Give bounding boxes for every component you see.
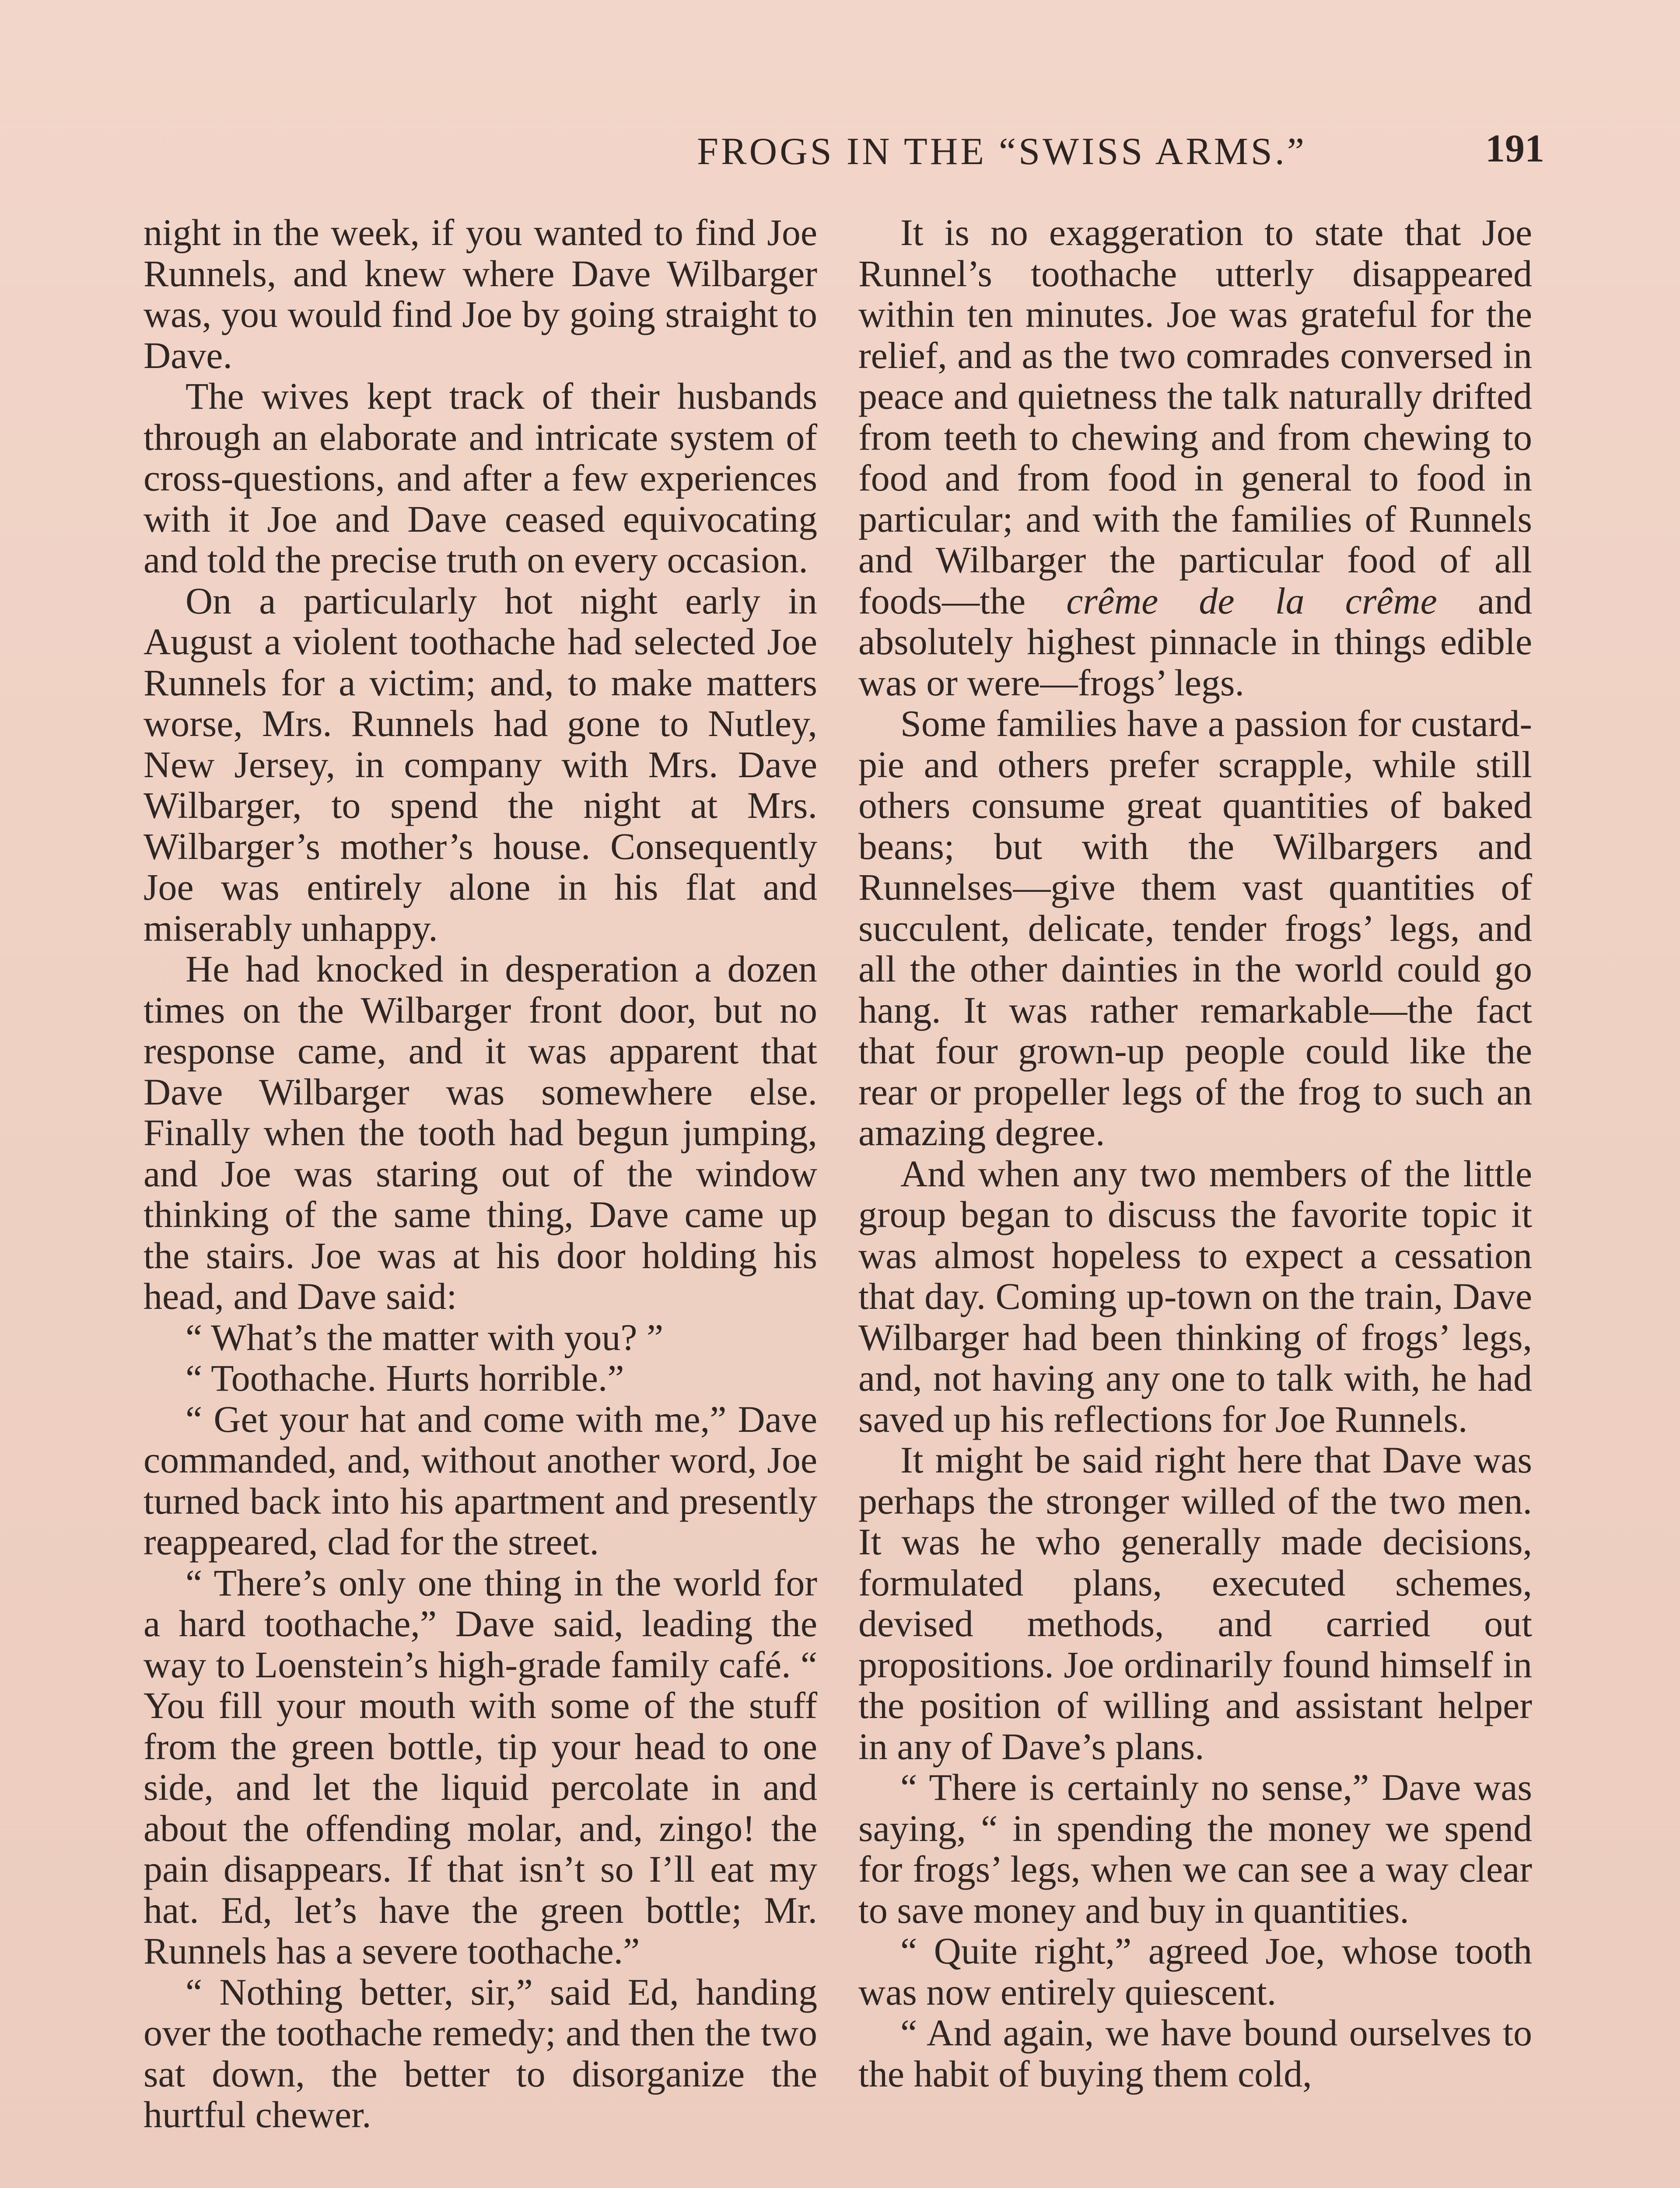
right-column bbox=[858, 212, 1532, 2094]
paragraph: The wives kept track of their husbands through an elaborate and intricate system of cross-questions, and after a few experiences with it Joe and Dave ceased equivocating and told the precise truth on every occasion. bbox=[144, 375, 817, 581]
running-title: FROGS IN THE “SWISS ARMS.” bbox=[697, 130, 1307, 173]
paragraph bbox=[858, 212, 1532, 703]
paragraph: Some families have a passion for custard-pie and others prefer scrapple, while still others consume great quantities of baked beans; but with the Wilbargers and Runnelses—give them vast quantities of succulent, delicate, tender frogs’ legs, and all the other dainties in the world could go hang. It was rather remarkable—the fact that four grown-up people could like the rear or propeller legs of the frog to such an amazing degree. bbox=[858, 702, 1532, 1154]
paragraph: “ Nothing better, sir,” said Ed, handing over the toothache remedy; and then the two sat down, the better to disorganize the hurtful chewer. bbox=[144, 1971, 817, 2135]
paragraph: “ There is certainly no sense,” Dave was saying, “ in spending the money we spend for frogs’ legs, when we can see a way clear to save money and buy in quantities. bbox=[858, 1766, 1532, 1931]
paragraph: “ Get your hat and come with me,” Dave commanded, and, without another word, Joe turned back into his apartment and presently reappeared, clad for the street. bbox=[144, 1398, 817, 1563]
paragraph: “ What’s the matter with you? ” bbox=[186, 1316, 664, 1358]
paragraph: night in the week, if you wanted to find Joe Runnels, and knew where Dave Wilbarger was, you would find Joe by going straight to Dave. bbox=[144, 211, 817, 376]
left-column bbox=[144, 212, 817, 2135]
italic-phrase: crême de la crême bbox=[1066, 579, 1437, 622]
paragraph: And when any two members of the little group began to discuss the favorite topic it was almost hopeless to expect a cessation that day. Coming up-town on the train, Dave Wilbarger had been thinking of frogs’ legs, and, not having any one to talk with, he had saved up his reflections for Joe Runnels. bbox=[858, 1152, 1532, 1440]
paragraph: “ Quite right,” agreed Joe, whose tooth was now entirely quiescent. bbox=[858, 1930, 1532, 2013]
paragraph: He had knocked in desperation a dozen times on the Wilbarger front door, but no response came, and it was apparent that Dave Wilbarger was somewhere else. Finally when the tooth had begun jumping, and Joe was staring out of the window thinking of the same thing, Dave came up the stairs. Joe was at his door holding his head, and Dave said: bbox=[144, 948, 817, 1317]
paragraph: “ There’s only one thing in the world for a hard toothache,” Dave said, leading the way to Loenstein’s high-grade family café. “ You fill your mouth with some of the stuff from the green bottle, tip your head to one side, and let the liquid percolate in and about the offending molar, and, zingo! the pain disappears. If that isn’t so I’ll eat my hat. Ed, let’s have the green bottle; Mr. Runnels has a severe toothache.” bbox=[144, 1561, 817, 1972]
paragraph-text: and absolutely highest pinnacle in things edible was or were—frogs’ legs. bbox=[858, 579, 1533, 704]
paragraph: “ And again, we have bound ourselves to the habit of buying them cold, bbox=[858, 2012, 1532, 2095]
paragraph: “ Toothache. Hurts horrible.” bbox=[186, 1357, 624, 1399]
page-number: 191 bbox=[1485, 127, 1544, 170]
paragraph: It might be said right here that Dave was perhaps the stronger willed of the two men. It was he who generally made decisions, formulated plans, executed schemes, devised methods, and carried out propositions. Joe ordinarily found himself in the position of willing and assistant helper in any of Dave’s plans. bbox=[858, 1439, 1532, 1767]
paragraph: On a particularly hot night early in August a violent toothache had selected Joe Runnels for a victim; and, to make matters worse, Mrs. Runnels had gone to Nutley, New Jersey, in company with Mrs. Dave Wilbarger, to spend the night at Mrs. Wilbarger’s mother’s house. Consequently Joe was entirely alone in his flat and miserably unhappy. bbox=[144, 579, 817, 949]
paragraph-text: It is no exaggeration to state that Joe Runnel’s toothache utterly disappeared within ten minutes. Joe was grateful for the relief, and as the two comrades conversed in peace and quietness the talk naturally drifted from teeth to chewing and from chewing to food and from food in general to food in particular; and with the families of Runnels and Wilbarger the particular food of all foods—the bbox=[858, 211, 1532, 622]
